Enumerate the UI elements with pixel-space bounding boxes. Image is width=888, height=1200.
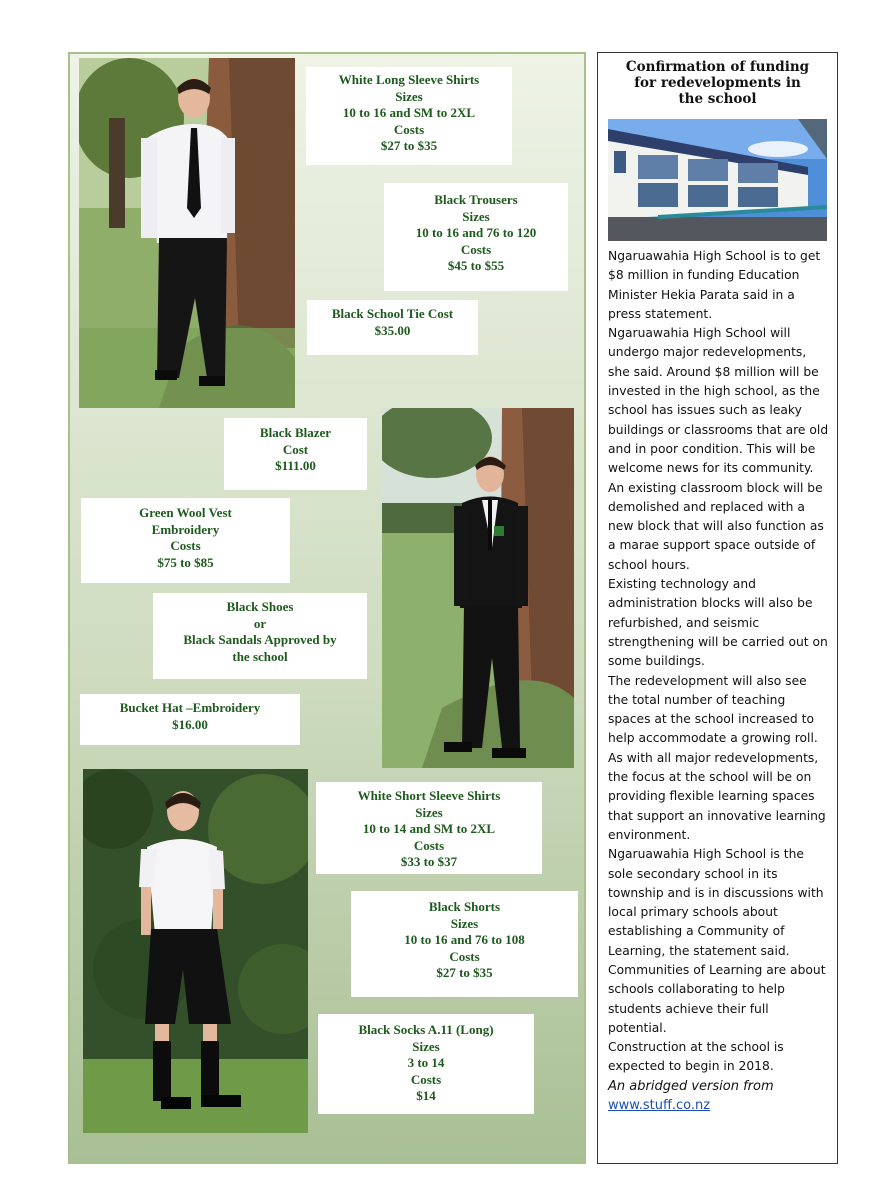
item-black-shoes xyxy=(153,593,367,679)
photo-long-sleeve-uniform xyxy=(79,58,295,408)
photo-blazer-uniform xyxy=(382,408,574,768)
item-line: $27 to $35 xyxy=(436,965,493,980)
item-line: White Short Sleeve Shirts xyxy=(357,788,501,803)
item-line: Black School Tie Cost xyxy=(331,306,454,321)
item-line: $111.00 xyxy=(275,458,316,473)
news-sidebar xyxy=(597,52,838,1164)
item-black-blazer xyxy=(224,418,367,490)
item-line: 3 to 14 xyxy=(407,1055,445,1070)
title-line: Confirmation of funding xyxy=(625,59,810,75)
item-line: Costs xyxy=(413,837,445,853)
title-line: the school xyxy=(678,91,757,107)
item-black-shorts xyxy=(351,891,578,997)
item-black-socks xyxy=(318,1014,534,1114)
item-line: $27 to $35 xyxy=(380,138,438,153)
item-line: $45 to $55 xyxy=(447,258,505,273)
item-line: Black Shorts xyxy=(428,899,501,914)
item-line: Costs xyxy=(449,948,480,964)
item-line: $14 xyxy=(416,1088,436,1103)
item-line: Embroidery xyxy=(151,521,220,537)
item-line: Sizes xyxy=(415,804,443,820)
item-line: Costs xyxy=(170,538,201,553)
item-white-long-sleeve-shirts xyxy=(306,67,512,165)
article-credit: An abridged version from xyxy=(608,1078,774,1094)
item-line: Green Wool Vest xyxy=(139,505,232,520)
item-line: Sizes xyxy=(450,915,479,931)
article-paragraph: As with all major redevelopments, the focus at the school will be on providing flexible learning spaces that support an innovative learning environment. xyxy=(608,750,826,842)
item-line: 10 to 14 and SM to 2XL xyxy=(362,821,496,836)
item-line: 10 to 16 and 76 to 108 xyxy=(404,932,525,947)
item-line: Costs xyxy=(393,121,425,137)
item-line: 10 to 16 and SM to 2XL xyxy=(342,105,476,120)
item-white-short-sleeve-shirts xyxy=(316,782,542,874)
school-building-photo xyxy=(608,119,827,241)
article-paragraph: The redevelopment will also see the total number of teaching spaces at the school increased to help accommodate a growing roll. xyxy=(608,673,818,746)
item-line: $33 to $37 xyxy=(400,854,458,869)
photo-short-sleeve-uniform xyxy=(83,769,308,1133)
item-line: $35.00 xyxy=(374,322,411,338)
item-line: Black Shoes xyxy=(226,599,294,614)
item-line: Sizes xyxy=(395,88,423,104)
item-black-school-tie xyxy=(307,300,478,355)
item-line: Black Sandals Approved by xyxy=(183,632,337,647)
source-link[interactable]: www.stuff.co.nz xyxy=(608,1098,711,1114)
item-line: Bucket Hat –Embroidery xyxy=(119,700,261,715)
item-line: the school xyxy=(232,648,288,664)
item-line: $16.00 xyxy=(172,716,208,732)
article-paragraph: Construction at the school is expected to begin in 2018. xyxy=(608,1040,784,1074)
article-paragraph: Ngaruawahia High School is the sole secondary school in its township and is in discussions with local primary schools about establishing a Community of Learning, the statement said. Communities of Learning are about schools collaborating to help students achieve their full potential. xyxy=(608,847,826,1035)
item-line: Sizes xyxy=(412,1038,440,1054)
item-green-wool-vest xyxy=(81,498,290,583)
item-black-trousers xyxy=(384,183,568,291)
title-line: for redevelopments in xyxy=(634,75,801,91)
article-body xyxy=(608,247,830,1115)
item-line: 10 to 16 and 76 to 120 xyxy=(415,225,537,240)
item-line: or xyxy=(253,615,267,631)
item-line: Black Blazer xyxy=(259,425,332,440)
article-paragraph: Existing technology and administration blocks will also be refurbished, and seismic strengthening will be carried out on some buildings. xyxy=(608,577,828,669)
item-line: $75 to $85 xyxy=(157,554,214,570)
article-title xyxy=(598,59,837,107)
article-paragraph: Ngaruawahia High School is to get $8 million in funding Education Minister Hekia Parata said in a press statement. xyxy=(608,249,821,321)
item-bucket-hat xyxy=(80,694,300,745)
item-line: White Long Sleeve Shirts xyxy=(338,72,480,87)
item-line: Costs xyxy=(410,1071,442,1087)
item-line: Costs xyxy=(460,241,492,257)
item-line: Black Socks A.11 (Long) xyxy=(358,1022,494,1037)
article-paragraph: Ngaruawahia High School will undergo major redevelopments, she said. Around $8 million will be invested in the high school, as the school has issues such as leaky buildings or classrooms that are old and in poor condition. This will be welcome news for its community. An existing classroom block will be demolished and replaced with a new block that will also function as a marae support space outside of school hours. xyxy=(608,326,829,572)
item-line: Black Trousers xyxy=(434,192,518,207)
item-line: Sizes xyxy=(462,208,490,224)
item-line: Cost xyxy=(282,441,309,457)
